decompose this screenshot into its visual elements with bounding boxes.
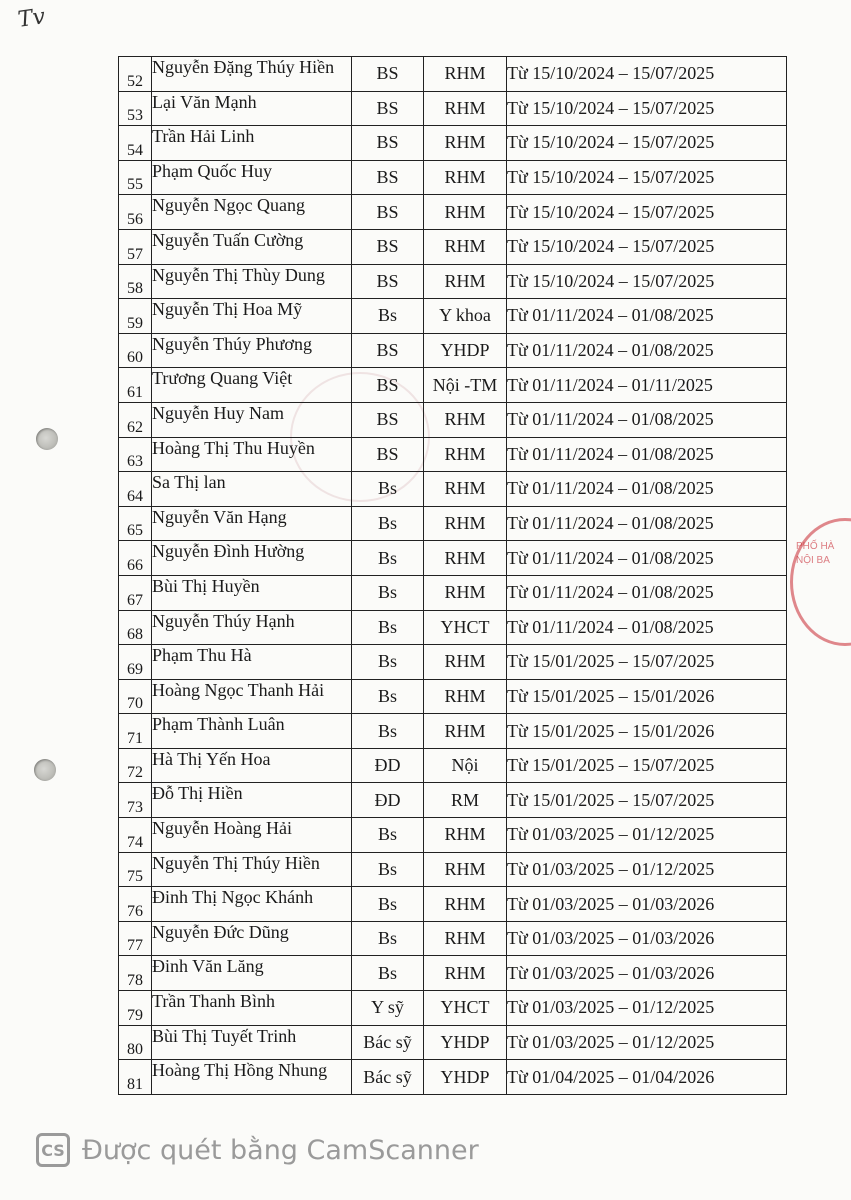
camscanner-footer-text: Được quét bằng CamScanner [82,1134,479,1166]
staff-name: Trần Hải Linh [152,126,352,161]
staff-name: Sa Thị lan [152,472,352,507]
staff-title: Bs [352,887,424,922]
row-number: 61 [119,368,152,403]
staff-name: Bùi Thị Tuyết Trinh [152,1025,352,1060]
row-number: 70 [119,679,152,714]
staff-name: Lại Văn Mạnh [152,91,352,126]
staff-name: Hoàng Ngọc Thanh Hải [152,679,352,714]
staff-title: BS [352,91,424,126]
staff-name: Phạm Quốc Huy [152,160,352,195]
staff-name: Phạm Thu Hà [152,645,352,680]
table-row [119,575,787,610]
table-row [119,57,787,92]
staff-specialty: RM [424,783,507,818]
contract-period: Từ 15/10/2024 – 15/07/2025 [507,91,787,126]
contract-period: Từ 15/01/2025 – 15/01/2026 [507,679,787,714]
table-row [119,437,787,472]
contract-period: Từ 15/10/2024 – 15/07/2025 [507,229,787,264]
staff-specialty: Y khoa [424,299,507,334]
staff-title: BS [352,333,424,368]
staff-specialty: RHM [424,506,507,541]
contract-period: Từ 01/11/2024 – 01/08/2025 [507,575,787,610]
staff-title: BS [352,368,424,403]
staff-title: Bs [352,818,424,853]
table-row [119,195,787,230]
staff-specialty: RHM [424,887,507,922]
staff-specialty: RHM [424,645,507,680]
contract-period: Từ 01/11/2024 – 01/08/2025 [507,610,787,645]
row-number: 60 [119,333,152,368]
table-row [119,956,787,991]
contract-period: Từ 01/11/2024 – 01/08/2025 [507,299,787,334]
staff-specialty: Nội -TM [424,368,507,403]
camscanner-footer [36,1133,479,1167]
table-row [119,402,787,437]
contract-period: Từ 15/01/2025 – 15/07/2025 [507,748,787,783]
row-number: 78 [119,956,152,991]
row-number: 72 [119,748,152,783]
contract-period: Từ 01/11/2024 – 01/08/2025 [507,472,787,507]
table-row [119,610,787,645]
contract-period: Từ 15/10/2024 – 15/07/2025 [507,264,787,299]
staff-name: Nguyễn Đặng Thúy Hiền [152,57,352,92]
staff-name: Hoàng Thị Thu Huyền [152,437,352,472]
row-number: 58 [119,264,152,299]
staff-name: Đinh Văn Lăng [152,956,352,991]
staff-title: Bs [352,714,424,749]
red-seal-text: PHỐ HÀ NỘI BA [796,541,835,566]
table-row [119,299,787,334]
staff-specialty: YHDP [424,1025,507,1060]
contract-period: Từ 15/10/2024 – 15/07/2025 [507,126,787,161]
contract-period: Từ 01/03/2025 – 01/03/2026 [507,956,787,991]
contract-period: Từ 01/03/2025 – 01/12/2025 [507,852,787,887]
staff-name: Nguyễn Đức Dũng [152,921,352,956]
staff-name: Nguyễn Huy Nam [152,402,352,437]
camscanner-logo-icon: CS [36,1133,70,1167]
contract-period: Từ 15/10/2024 – 15/07/2025 [507,57,787,92]
table-row [119,921,787,956]
table-row [119,748,787,783]
row-number: 54 [119,126,152,161]
staff-title: BS [352,126,424,161]
staff-name: Nguyễn Hoàng Hải [152,818,352,853]
contract-period: Từ 01/03/2025 – 01/12/2025 [507,991,787,1026]
staff-name: Nguyễn Thúy Hạnh [152,610,352,645]
staff-title: BS [352,402,424,437]
staff-specialty: RHM [424,126,507,161]
row-number: 79 [119,991,152,1026]
staff-title: Bs [352,921,424,956]
staff-title: Bs [352,506,424,541]
contract-period: Từ 01/11/2024 – 01/08/2025 [507,541,787,576]
table-row [119,506,787,541]
staff-title: Bs [352,852,424,887]
staff-title: Bs [352,679,424,714]
staff-title: Bác sỹ [352,1060,424,1095]
contract-period: Từ 15/01/2025 – 15/07/2025 [507,783,787,818]
staff-name: Nguyễn Thị Thúy Hiền [152,852,352,887]
staff-title: BS [352,229,424,264]
staff-specialty: RHM [424,714,507,749]
staff-specialty: YHDP [424,1060,507,1095]
staff-name: Đỗ Thị Hiền [152,783,352,818]
staff-specialty: RHM [424,679,507,714]
red-seal-stamp [790,518,851,646]
staff-name: Nguyễn Thị Thùy Dung [152,264,352,299]
table-row [119,229,787,264]
staff-title: ĐD [352,748,424,783]
contract-period: Từ 15/01/2025 – 15/01/2026 [507,714,787,749]
row-number: 73 [119,783,152,818]
row-number: 74 [119,818,152,853]
row-number: 69 [119,645,152,680]
contract-period: Từ 01/11/2024 – 01/08/2025 [507,333,787,368]
table-row [119,1060,787,1095]
staff-title: Bs [352,610,424,645]
staff-name: Nguyễn Tuấn Cường [152,229,352,264]
staff-title: Bs [352,645,424,680]
staff-name: Hà Thị Yến Hoa [152,748,352,783]
staff-name: Trần Thanh Bình [152,991,352,1026]
row-number: 77 [119,921,152,956]
table-row [119,1025,787,1060]
staff-table-body [119,57,787,1095]
row-number: 71 [119,714,152,749]
staff-specialty: RHM [424,852,507,887]
handwritten-corner-mark: Tv [16,4,47,33]
staff-specialty: RHM [424,541,507,576]
staff-specialty: RHM [424,264,507,299]
staff-specialty: RHM [424,575,507,610]
contract-period: Từ 01/03/2025 – 01/12/2025 [507,1025,787,1060]
staff-specialty: RHM [424,818,507,853]
contract-period: Từ 15/01/2025 – 15/07/2025 [507,645,787,680]
row-number: 55 [119,160,152,195]
staff-title: BS [352,264,424,299]
contract-period: Từ 01/04/2025 – 01/04/2026 [507,1060,787,1095]
staff-title: Y sỹ [352,991,424,1026]
row-number: 62 [119,402,152,437]
table-row [119,472,787,507]
staff-specialty: RHM [424,402,507,437]
staff-name: Nguyễn Thúy Phương [152,333,352,368]
staff-specialty: RHM [424,160,507,195]
staff-table [118,56,787,1095]
staff-specialty: RHM [424,229,507,264]
table-row [119,991,787,1026]
table-row [119,264,787,299]
contract-period: Từ 01/03/2025 – 01/03/2026 [507,887,787,922]
staff-title: Bs [352,472,424,507]
table-row [119,818,787,853]
row-number: 76 [119,887,152,922]
staff-specialty: RHM [424,956,507,991]
staff-title: Bs [352,956,424,991]
staff-title: BS [352,437,424,472]
staff-specialty: RHM [424,921,507,956]
table-row [119,541,787,576]
staff-specialty: RHM [424,91,507,126]
table-row [119,852,787,887]
row-number: 81 [119,1060,152,1095]
staff-specialty: YHCT [424,991,507,1026]
table-row [119,679,787,714]
contract-period: Từ 01/11/2024 – 01/08/2025 [507,402,787,437]
staff-name: Bùi Thị Huyền [152,575,352,610]
contract-period: Từ 01/11/2024 – 01/08/2025 [507,506,787,541]
staff-title: Bs [352,541,424,576]
staff-specialty: RHM [424,472,507,507]
row-number: 53 [119,91,152,126]
staff-specialty: RHM [424,57,507,92]
row-number: 80 [119,1025,152,1060]
row-number: 59 [119,299,152,334]
staff-title: BS [352,195,424,230]
contract-period: Từ 01/11/2024 – 01/08/2025 [507,437,787,472]
contract-period: Từ 01/03/2025 – 01/12/2025 [507,818,787,853]
staff-name: Nguyễn Thị Hoa Mỹ [152,299,352,334]
staff-title: Bác sỹ [352,1025,424,1060]
staff-name: Nguyễn Đình Hường [152,541,352,576]
staff-name: Nguyễn Văn Hạng [152,506,352,541]
table-row [119,645,787,680]
staff-name: Nguyễn Ngọc Quang [152,195,352,230]
contract-period: Từ 01/11/2024 – 01/11/2025 [507,368,787,403]
row-number: 52 [119,57,152,92]
punch-hole-top [36,428,58,450]
table-row [119,714,787,749]
table-row [119,160,787,195]
staff-name: Trương Quang Việt [152,368,352,403]
staff-title: Bs [352,575,424,610]
row-number: 57 [119,229,152,264]
row-number: 75 [119,852,152,887]
staff-specialty: RHM [424,195,507,230]
staff-specialty: Nội [424,748,507,783]
row-number: 67 [119,575,152,610]
contract-period: Từ 15/10/2024 – 15/07/2025 [507,195,787,230]
staff-title: Bs [352,299,424,334]
row-number: 56 [119,195,152,230]
row-number: 66 [119,541,152,576]
contract-period: Từ 15/10/2024 – 15/07/2025 [507,160,787,195]
table-row [119,368,787,403]
punch-hole-bottom [34,759,56,781]
staff-title: BS [352,57,424,92]
table-row [119,91,787,126]
staff-title: BS [352,160,424,195]
staff-title: ĐD [352,783,424,818]
staff-name: Đinh Thị Ngọc Khánh [152,887,352,922]
staff-specialty: YHDP [424,333,507,368]
row-number: 65 [119,506,152,541]
row-number: 68 [119,610,152,645]
staff-specialty: YHCT [424,610,507,645]
staff-name: Hoàng Thị Hồng Nhung [152,1060,352,1095]
staff-name: Phạm Thành Luân [152,714,352,749]
table-row [119,887,787,922]
table-row [119,333,787,368]
table-row [119,126,787,161]
table-row [119,783,787,818]
staff-specialty: RHM [424,437,507,472]
row-number: 64 [119,472,152,507]
contract-period: Từ 01/03/2025 – 01/03/2026 [507,921,787,956]
row-number: 63 [119,437,152,472]
